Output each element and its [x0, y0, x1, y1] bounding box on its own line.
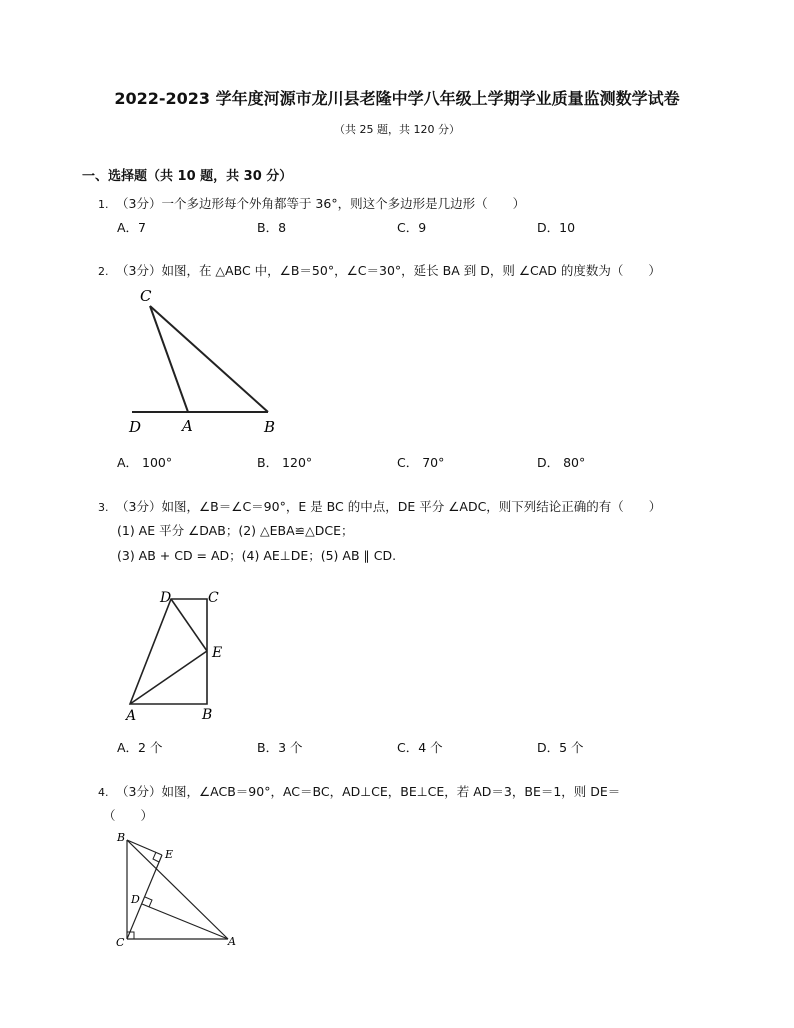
label-b: B — [117, 831, 126, 844]
segment-ab — [127, 840, 228, 939]
option-d[interactable]: D． 80° — [537, 455, 586, 470]
question-2 — [98, 261, 661, 279]
question-3-line-2: (1) AE 平分 ∠DAB；(2) △EBA≌△DCE； — [117, 523, 354, 538]
section-heading: 一、选择题（共 10 题，共 30 分） — [82, 169, 293, 184]
label-c: C — [208, 590, 219, 606]
option-a[interactable]: A．2 个 — [117, 740, 163, 755]
label-d: D — [160, 590, 172, 606]
label-d: D — [129, 418, 142, 436]
question-text: （3分）如图，在 △ABC 中，∠B＝50°，∠C＝30°，延长 BA 到 D，则 ∠CAD 的度数为（ ） — [116, 263, 661, 278]
option-c[interactable]: C． 70° — [397, 455, 445, 470]
option-d[interactable]: D．10 — [537, 220, 576, 235]
label-a: A — [182, 417, 193, 435]
option-a[interactable]: A． 100° — [117, 455, 173, 470]
question-text: （3分）一个多边形每个外角都等于 36°，则这个多边形是几边形（ ） — [116, 196, 526, 211]
question-1 — [98, 194, 525, 212]
question-number: 3. — [98, 501, 109, 514]
label-b: B — [202, 707, 213, 723]
trapezoid-abcd — [130, 599, 207, 704]
segment-be — [127, 840, 162, 855]
option-b[interactable]: B．8 — [257, 220, 287, 235]
segment-cb — [150, 306, 268, 412]
label-b: B — [264, 418, 276, 436]
question-4 — [98, 782, 620, 800]
option-d[interactable]: D．5 个 — [537, 740, 584, 755]
page-subtitle: （共 25 题，共 120 分） — [334, 123, 460, 136]
label-c: C — [140, 287, 152, 305]
option-b[interactable]: B．3 个 — [257, 740, 303, 755]
question-3-line-3: (3) AB + CD = AD；(4) AE⊥DE；(5) AB ∥ CD. — [117, 548, 397, 563]
option-b[interactable]: B． 120° — [257, 455, 313, 470]
question-3 — [98, 497, 661, 515]
question-number: 1. — [98, 198, 109, 211]
right-triangle-figure-q4 — [110, 828, 245, 950]
question-text: （3分）如图，∠B＝∠C＝90°，E 是 BC 的中点，DE 平分 ∠ADC，则下列结论正确的有（ ） — [116, 499, 662, 514]
label-a: A — [126, 708, 137, 724]
label-c: C — [116, 936, 125, 949]
segment-ad — [142, 904, 228, 939]
segment-de — [171, 599, 207, 651]
label-e: E — [165, 848, 174, 861]
question-text: （3分）如图，∠ACB＝90°，AC＝BC，AD⊥CE，BE⊥CE，若 AD＝3，BE＝1，则 DE＝ — [116, 784, 621, 799]
label-a: A — [228, 935, 236, 948]
segment-ae — [130, 651, 207, 704]
page-title: 2022-2023 学年度河源市龙川县老隆中学八年级上学期学业质量监测数学试卷 — [114, 89, 680, 108]
triangle-figure-q2 — [120, 282, 290, 437]
option-c[interactable]: C．9 — [397, 220, 427, 235]
question-number: 2. — [98, 265, 109, 278]
option-a[interactable]: A．7 — [117, 220, 147, 235]
question-4-line-2: （ ） — [103, 808, 154, 823]
label-d: D — [131, 893, 140, 906]
option-c[interactable]: C．4 个 — [397, 740, 443, 755]
trapezoid-figure-q3 — [120, 585, 230, 725]
question-number: 4. — [98, 786, 109, 799]
label-e: E — [212, 645, 223, 661]
